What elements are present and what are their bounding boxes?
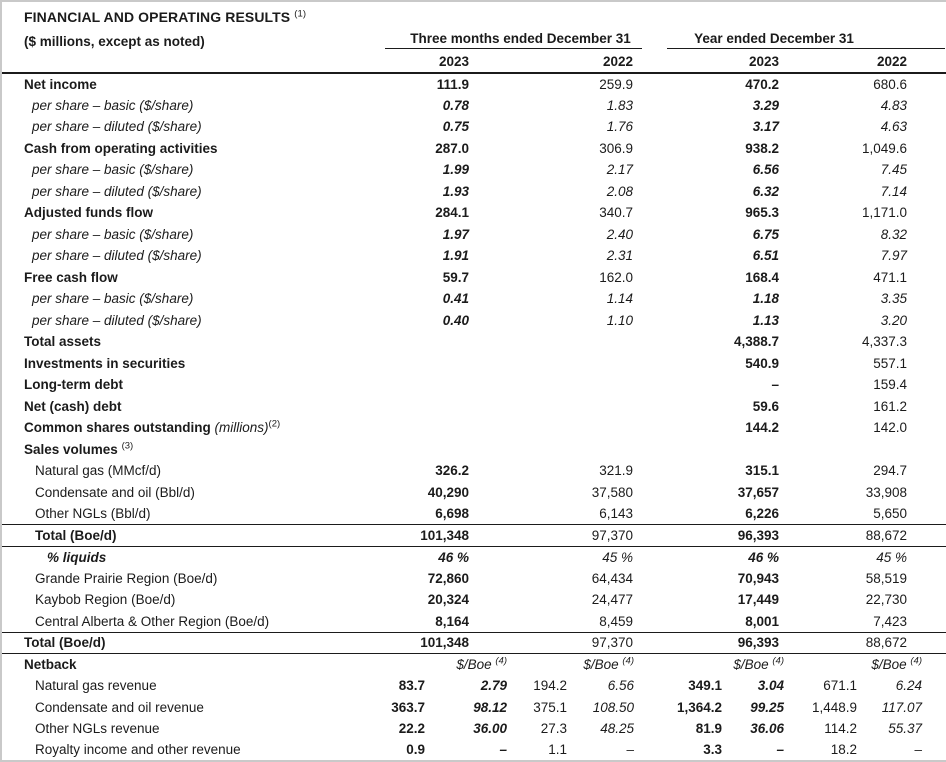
spacer-cell	[924, 568, 946, 590]
spacer-cell	[924, 138, 946, 160]
value-cell: 540.9	[745, 355, 780, 371]
table-row	[2, 697, 946, 719]
value-cell: 142.0	[873, 420, 908, 436]
row-label: Condensate and oil (Bbl/d)	[35, 484, 195, 500]
col-group-three-months-label: Three months ended December 31	[385, 31, 642, 49]
spacer-cell	[924, 374, 946, 396]
spacer-cell	[924, 460, 946, 482]
value-cell: 3.35	[880, 291, 908, 307]
value-cell: 6,226	[745, 506, 780, 521]
spacer-cell	[924, 546, 946, 568]
value-cell: 59.7	[442, 269, 469, 285]
row-label: Other NGLs (Bbl/d)	[35, 506, 151, 521]
value-cell: 36.06	[750, 721, 785, 737]
value-cell	[387, 417, 509, 439]
value-cell: 938.2	[745, 140, 780, 156]
table-row	[2, 632, 946, 654]
value-cell: 375.1	[533, 699, 567, 715]
value-cell: 4,337.3	[861, 334, 908, 350]
table-row	[2, 353, 946, 375]
value-cell: 58,519	[865, 570, 908, 586]
header-group-row	[2, 30, 946, 52]
year-header-y-2022: 2022	[786, 52, 924, 74]
value-cell: 162.0	[599, 269, 634, 285]
value-cell: 4.63	[880, 119, 908, 135]
value-cell: 24,477	[591, 592, 634, 608]
value-cell: 3.04	[757, 678, 785, 694]
value-cell: 2.17	[606, 162, 634, 178]
page-title-text: FINANCIAL AND OPERATING RESULTS	[24, 9, 291, 25]
year-header-q-2023: 2023	[387, 52, 509, 74]
value-cell: 7.14	[880, 183, 908, 199]
financial-results-table	[2, 30, 946, 762]
row-label: Net income	[24, 76, 97, 92]
table-row	[2, 310, 946, 332]
value-cell: 0.78	[442, 97, 469, 113]
spacer-cell	[924, 202, 946, 224]
value-cell: 284.1	[435, 205, 469, 221]
year-header-y-2023: 2023	[636, 52, 786, 74]
value-cell: 6.56	[607, 678, 635, 694]
header-years-row	[2, 52, 946, 74]
row-label-unit: (millions)	[210, 420, 269, 436]
row-label: Long-term debt	[24, 377, 123, 393]
table-row	[2, 675, 946, 697]
footnote-marker: (4)	[910, 655, 923, 667]
table-row	[2, 525, 946, 547]
value-cell: 46 %	[636, 546, 786, 568]
value-cell: 1.13	[752, 312, 780, 328]
value-cell: –	[567, 740, 636, 762]
table-row	[2, 740, 946, 762]
spacer-cell	[924, 52, 946, 74]
value-cell: 6.24	[895, 678, 923, 694]
value-cell	[387, 374, 509, 396]
value-cell: 2.31	[606, 248, 634, 264]
value-cell: 72,860	[427, 570, 469, 586]
row-label: Condensate and oil revenue	[35, 699, 204, 715]
value-cell: 17,449	[737, 592, 780, 608]
value-cell	[786, 654, 857, 676]
spacer-cell	[924, 697, 946, 719]
row-label: Common shares outstanding (millions)$^{(2)}$	[24, 418, 281, 436]
value-cell: 1,364.2	[676, 699, 723, 715]
table-row	[2, 181, 946, 203]
row-label: Cash from operating activities	[24, 140, 218, 156]
spacer-cell	[924, 267, 946, 289]
value-cell: 1.99	[442, 162, 469, 178]
value-cell: 108.50	[592, 699, 635, 715]
value-cell	[509, 353, 636, 375]
value-cell: 27.3	[540, 721, 567, 737]
row-label: Natural gas (MMcf/d)	[35, 463, 162, 479]
spacer-cell	[924, 95, 946, 117]
value-cell: 0.9	[387, 740, 425, 762]
row-label: Grande Prairie Region (Boe/d)	[35, 570, 218, 586]
value-cell: 97,370	[509, 525, 636, 547]
spacer-cell	[924, 503, 946, 525]
footnote-marker: (4)	[622, 655, 635, 667]
spacer-cell	[924, 331, 946, 353]
table-row	[2, 611, 946, 633]
value-cell: 22,730	[865, 592, 908, 608]
value-cell: 117.07	[881, 699, 923, 715]
value-cell: 3.29	[752, 97, 780, 113]
spacer-cell	[924, 525, 946, 547]
row-label: per share – basic ($/share)	[32, 291, 194, 307]
value-cell: 7,423	[873, 613, 908, 629]
table-row	[2, 138, 946, 160]
value-cell: 0.75	[442, 119, 469, 135]
value-cell: 3.20	[880, 312, 908, 328]
value-cell	[786, 439, 924, 461]
row-label: per share – diluted ($/share)	[32, 119, 202, 135]
value-cell: 88,672	[786, 632, 924, 654]
value-cell	[387, 654, 425, 676]
value-cell: 8,001	[745, 613, 780, 629]
value-cell: 159.4	[873, 377, 908, 393]
footnote-marker: (4)	[772, 655, 785, 667]
value-cell: 7.45	[880, 162, 908, 178]
value-cell: 0.41	[442, 291, 469, 307]
value-cell: 40,290	[427, 484, 469, 500]
table-row	[2, 503, 946, 525]
value-cell: 45 %	[786, 546, 924, 568]
value-cell: 101,348	[387, 525, 509, 547]
netback-unit-label: $/Boe $^{(4)}$	[722, 654, 786, 676]
spacer-cell	[924, 73, 946, 95]
value-cell: 37,580	[591, 484, 634, 500]
value-cell: 6.75	[752, 226, 780, 242]
value-cell	[509, 654, 567, 676]
value-cell	[509, 417, 636, 439]
table-row	[2, 202, 946, 224]
value-cell	[387, 331, 509, 353]
value-cell: 22.2	[398, 721, 425, 737]
row-label: per share – basic ($/share)	[32, 226, 194, 242]
value-cell: 1.10	[606, 312, 634, 328]
value-cell	[509, 439, 636, 461]
netback-unit-label: $/Boe $^{(4)}$	[857, 654, 924, 676]
value-cell: 7.97	[880, 248, 908, 264]
spacer-cell	[924, 439, 946, 461]
value-cell: 111.9	[436, 76, 469, 92]
value-cell: –	[771, 377, 780, 393]
table-row	[2, 568, 946, 590]
value-cell: 45 %	[509, 546, 636, 568]
value-cell: 81.9	[695, 721, 723, 737]
col-group-year-label: Year ended December 31	[667, 31, 945, 49]
table-row	[2, 417, 946, 439]
value-cell: 4,388.7	[733, 334, 780, 350]
row-label: Central Alberta & Other Region (Boe/d)	[35, 613, 270, 629]
value-cell: 194.2	[533, 678, 567, 694]
value-cell	[636, 654, 722, 676]
row-label: per share – diluted ($/share)	[32, 312, 202, 328]
row-label: Sales volumes $^{(3)}$	[24, 440, 134, 457]
spacer-cell	[2, 52, 387, 74]
value-cell: 59.6	[752, 398, 780, 414]
spacer-cell	[924, 718, 946, 740]
table-row	[2, 224, 946, 246]
netback-unit-label: $/Boe $^{(4)}$	[425, 654, 509, 676]
value-cell: –	[425, 740, 509, 762]
row-label: Adjusted funds flow	[24, 205, 153, 221]
value-cell: 671.1	[823, 678, 858, 694]
value-cell: 680.6	[873, 76, 908, 92]
table-row	[2, 116, 946, 138]
value-cell: 1,171.0	[861, 205, 908, 221]
value-cell: 363.7	[391, 699, 425, 715]
table-row	[2, 95, 946, 117]
spacer-cell	[924, 181, 946, 203]
row-label: Kaybob Region (Boe/d)	[35, 592, 176, 608]
spacer-cell	[924, 353, 946, 375]
value-cell: 97,370	[509, 632, 636, 654]
row-label: Other NGLs revenue	[35, 721, 160, 737]
row-label: per share – basic ($/share)	[32, 97, 194, 113]
table-row	[2, 460, 946, 482]
value-cell: 965.3	[745, 205, 780, 221]
table-row	[2, 267, 946, 289]
value-cell: 64,434	[591, 570, 634, 586]
value-cell	[387, 353, 509, 375]
value-cell: 294.7	[873, 463, 908, 479]
value-cell: 114.2	[824, 721, 858, 737]
value-cell	[509, 374, 636, 396]
value-cell: 1.76	[606, 119, 634, 135]
value-cell: 6.32	[752, 183, 780, 199]
value-cell: 6.51	[752, 248, 780, 264]
col-group-year	[636, 30, 946, 52]
value-cell: 168.4	[745, 269, 780, 285]
value-cell: 6,698	[435, 506, 469, 521]
table-row	[2, 245, 946, 267]
page-title	[2, 9, 946, 25]
table-row	[2, 73, 946, 95]
value-cell: 161.2	[873, 398, 908, 414]
value-cell: 1,448.9	[811, 699, 858, 715]
row-label: Total assets	[24, 334, 102, 350]
footnote-marker: (2)	[268, 418, 281, 430]
row-label: Investments in securities	[24, 355, 186, 371]
row-label: Free cash flow	[24, 269, 118, 285]
spacer-cell	[924, 288, 946, 310]
footnote-marker: (3)	[121, 440, 134, 452]
value-cell: 321.9	[599, 463, 634, 479]
value-cell: 55.37	[888, 721, 923, 737]
value-cell	[387, 396, 509, 418]
value-cell: 8,459	[599, 613, 634, 629]
value-cell: 1.93	[442, 183, 469, 199]
value-cell: 306.9	[599, 140, 634, 156]
value-cell: 349.1	[688, 678, 723, 694]
value-cell: 36.00	[473, 721, 507, 737]
row-label: per share – diluted ($/share)	[32, 183, 202, 199]
spacer-cell	[924, 740, 946, 762]
value-cell: 5,650	[873, 506, 908, 521]
value-cell	[509, 396, 636, 418]
units-note: ($ millions, except as noted)	[24, 33, 205, 49]
row-label: % liquids	[2, 546, 387, 568]
value-cell: 96,393	[636, 632, 786, 654]
value-cell: 99.25	[750, 699, 785, 715]
value-cell: 8.32	[880, 226, 908, 242]
title-footnote-marker: (1)	[294, 8, 307, 20]
value-cell: 1.18	[752, 291, 780, 307]
row-label: Netback	[2, 654, 387, 676]
spacer-cell	[924, 589, 946, 611]
spacer-cell	[924, 224, 946, 246]
row-label: Total (Boe/d)	[2, 632, 387, 654]
row-label: Total (Boe/d)	[2, 525, 387, 547]
value-cell: 96,393	[636, 525, 786, 547]
value-cell: 70,943	[737, 570, 780, 586]
row-label: per share – basic ($/share)	[32, 162, 194, 178]
row-label: per share – diluted ($/share)	[32, 248, 202, 264]
value-cell: 0.40	[442, 312, 469, 328]
value-cell: 6.56	[752, 162, 780, 178]
spacer-cell	[924, 396, 946, 418]
year-header-q-2022: 2022	[509, 52, 636, 74]
spacer-cell	[924, 116, 946, 138]
value-cell: 1.14	[606, 291, 634, 307]
value-cell: 98.12	[473, 699, 507, 715]
value-cell	[387, 439, 509, 461]
row-label: Natural gas revenue	[35, 678, 157, 694]
table-row	[2, 439, 946, 461]
spacer-cell	[924, 611, 946, 633]
table-row	[2, 654, 946, 676]
value-cell: 46 %	[387, 546, 509, 568]
value-cell: 3.3	[636, 740, 722, 762]
spacer-cell	[924, 654, 946, 676]
value-cell: –	[857, 740, 924, 762]
value-cell: 1.1	[509, 740, 567, 762]
value-cell	[509, 331, 636, 353]
table-row	[2, 396, 946, 418]
value-cell: 3.17	[752, 119, 780, 135]
value-cell: 315.1	[745, 463, 780, 479]
value-cell: 144.2	[745, 420, 780, 436]
value-cell: 20,324	[427, 592, 469, 608]
value-cell: 557.1	[873, 355, 908, 371]
table-row	[2, 546, 946, 568]
table-row	[2, 374, 946, 396]
value-cell: –	[722, 740, 786, 762]
table-row	[2, 159, 946, 181]
value-cell: 83.7	[398, 678, 425, 694]
value-cell: 33,908	[865, 484, 908, 500]
value-cell: 287.0	[435, 140, 469, 156]
value-cell: 1.97	[442, 226, 469, 242]
value-cell: 6,143	[599, 506, 634, 521]
value-cell: 326.2	[435, 463, 469, 479]
footnote-marker: (4)	[495, 655, 507, 667]
netback-unit-label: $/Boe $^{(4)}$	[567, 654, 636, 676]
spacer-cell	[924, 632, 946, 654]
value-cell: 18.2	[786, 740, 857, 762]
value-cell	[636, 439, 786, 461]
table-row	[2, 589, 946, 611]
value-cell: 101,348	[387, 632, 509, 654]
spacer-cell	[924, 417, 946, 439]
row-label: Net (cash) debt	[24, 398, 122, 414]
value-cell: 1.91	[442, 248, 469, 264]
value-cell: 1.83	[606, 97, 634, 113]
value-cell: 37,657	[737, 484, 780, 500]
value-cell: 471.1	[873, 269, 908, 285]
table-row	[2, 331, 946, 353]
spacer-cell	[924, 482, 946, 504]
spacer-cell	[924, 310, 946, 332]
col-group-three-months	[387, 30, 636, 52]
value-cell: 1,049.6	[861, 140, 908, 156]
value-cell: 259.9	[599, 76, 634, 92]
value-cell: 48.25	[600, 721, 635, 737]
spacer-cell	[924, 245, 946, 267]
spacer-cell	[924, 675, 946, 697]
table-body	[2, 73, 946, 761]
value-cell: 2.79	[480, 678, 507, 694]
row-label: Royalty income and other revenue	[2, 740, 387, 762]
value-cell: 4.83	[880, 97, 908, 113]
spacer-cell	[924, 159, 946, 181]
value-cell: 340.7	[599, 205, 634, 221]
value-cell: 88,672	[786, 525, 924, 547]
table-row	[2, 718, 946, 740]
value-cell: 2.08	[606, 183, 634, 199]
value-cell: 2.40	[606, 226, 634, 242]
value-cell: 470.2	[745, 76, 780, 92]
table-row	[2, 288, 946, 310]
table-row	[2, 482, 946, 504]
value-cell: 8,164	[435, 613, 469, 629]
